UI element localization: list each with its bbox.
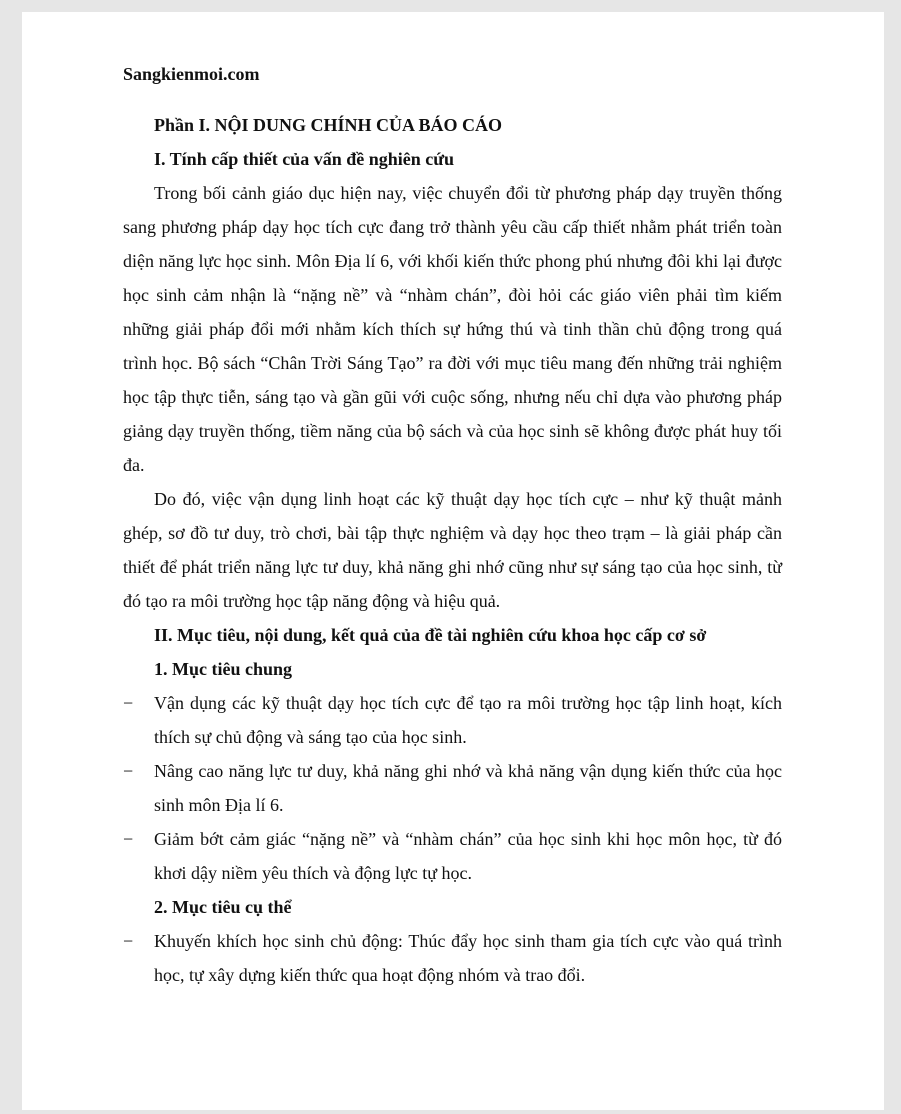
general-goals-list: [123, 686, 782, 890]
part-title: Phần I. NỘI DUNG CHÍNH CỦA BÁO CÁO: [154, 115, 503, 135]
dash-bullet: −: [123, 693, 134, 713]
paragraph-2: Do đó, việc vận dụng linh hoạt các kỹ thuật dạy học tích cực – như kỹ thuật mảnh ghép, sơ đồ tư duy, trò chơi, bài tập thực nghiệm và dạy học theo trạm – là giải pháp cần thiết để phát triển năng lực tư duy, khả năng ghi nhớ cũng như sự sáng tạo của học sinh, từ đó tạo ra môi trường học tập năng động và hiệu quả.: [123, 489, 782, 611]
list-item: [123, 686, 782, 754]
list-item: [123, 822, 782, 890]
section-2-heading: II. Mục tiêu, nội dung, kết quả của đề tài nghiên cứu khoa học cấp cơ sở: [154, 625, 707, 645]
list-item: [123, 924, 782, 992]
dash-bullet: −: [123, 761, 134, 781]
specific-goals-list: [123, 924, 782, 992]
list-item-text: Nâng cao năng lực tư duy, khả năng ghi nhớ và khả năng vận dụng kiến thức của học sinh môn Địa lí 6.: [154, 761, 782, 815]
list-item: [123, 754, 782, 822]
subsection-1-heading: 1. Mục tiêu chung: [154, 659, 293, 679]
site-header: Sangkienmoi.com: [123, 64, 260, 84]
section-1-heading: I. Tính cấp thiết của vấn đề nghiên cứu: [154, 149, 455, 169]
list-item-text: Khuyến khích học sinh chủ động: Thúc đẩy học sinh tham gia tích cực vào quá trình học, tự xây dựng kiến thức qua hoạt động nhóm và trao đổi.: [154, 931, 782, 985]
dash-bullet: −: [123, 829, 134, 849]
subsection-2-heading: 2. Mục tiêu cụ thể: [154, 897, 292, 917]
document-page: [22, 12, 884, 1110]
dash-bullet: −: [123, 931, 134, 951]
paragraph-1: Trong bối cảnh giáo dục hiện nay, việc chuyển đổi từ phương pháp dạy truyền thống sang phương pháp dạy học tích cực đang trở thành yêu cầu cấp thiết nhằm phát triển toàn diện năng lực học sinh. Môn Địa lí 6, với khối kiến thức phong phú nhưng đôi khi lại được học sinh cảm nhận là “nặng nề” và “nhàm chán”, đòi hỏi các giáo viên phải tìm kiếm những giải pháp đổi mới nhằm kích thích sự hứng thú và tinh thần chủ động trong quá trình học. Bộ sách “Chân Trời Sáng Tạo” ra đời với mục tiêu mang đến những trải nghiệm học tập thực tiễn, sáng tạo và gần gũi với cuộc sống, nhưng nếu chỉ dựa vào phương pháp giảng dạy truyền thống, tiềm năng của bộ sách và của học sinh sẽ không được phát huy tối đa.: [123, 183, 782, 475]
list-item-text: Vận dụng các kỹ thuật dạy học tích cực để tạo ra môi trường học tập linh hoạt, kích thích sự chủ động và sáng tạo của học sinh.: [154, 693, 782, 747]
document-body: [123, 108, 782, 992]
list-item-text: Giảm bớt cảm giác “nặng nề” và “nhàm chán” của học sinh khi học môn học, từ đó khơi dậy niềm yêu thích và động lực tự học.: [154, 829, 782, 883]
